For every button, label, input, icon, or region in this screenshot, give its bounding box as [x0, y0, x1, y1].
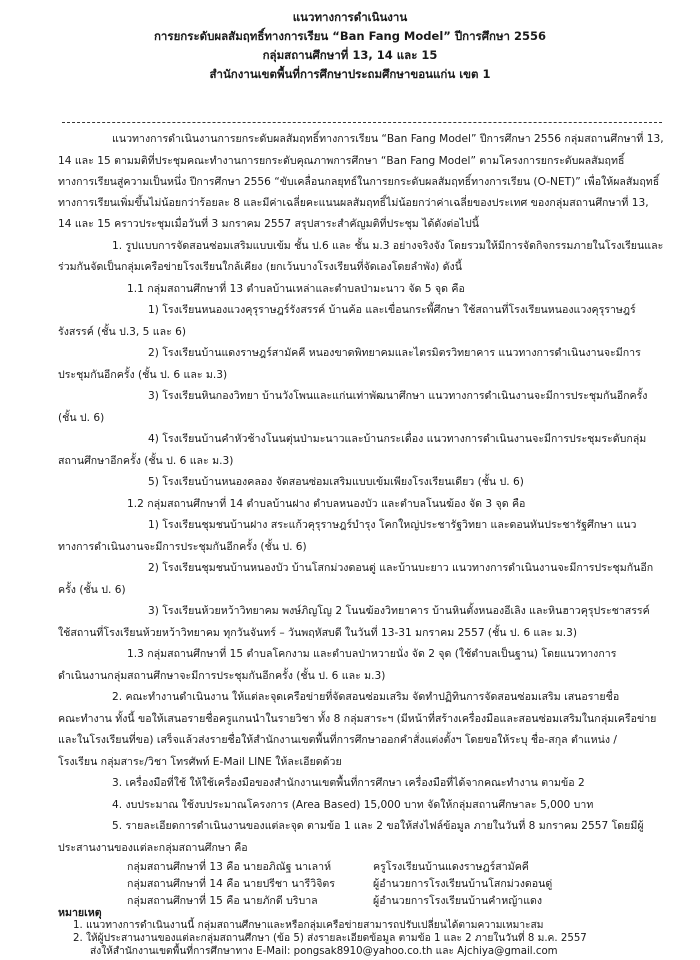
item-2: และในโรงเรียนที่ขอ) เสร็จแล้วส่งรายชื่อให้สำนักงานเขตพื้นที่การศึกษาออกคำสั่งแต่งตั้งฯ โดยขอให้ระบุ ชื่อ-สกุล ตำแหน่ง /	[58, 734, 617, 746]
group-13-point: รังสรรค์ (ชั้น ป.3, 5 และ 6)	[58, 326, 187, 338]
group-14-point: ครั้ง (ชั้น ป. 6)	[58, 584, 126, 596]
coordinator-role: ผู้อำนวยการโรงเรียนบ้านโสกม่วงดอนดู่	[373, 878, 553, 890]
group-14-heading: 1.2 กลุ่มสถานศึกษาที่ 14 ตำบลบ้านฝาง ตำบลหนองบัว และตำบลโนนฆ้อง จัด 3 จุด คือ	[127, 498, 526, 510]
group-14-point: ทางการดำเนินงานจะมีการประชุมกันอีกครั้ง (ชั้น ป. 6)	[58, 541, 307, 553]
item-4: 4. งบประมาณ ใช้งบประมาณโครงการ (Area Based) 15,000 บาท จัดให้กลุ่มสถานศึกษาละ 5,000 บาท	[112, 799, 594, 811]
item-5: ประสานงานของแต่ละกลุ่มสถานศึกษา คือ	[58, 842, 248, 854]
group-13-point: 2) โรงเรียนบ้านแดงราษฎร์สามัคคี หนองขาดพิทยาคมและไตรมิตรวิทยาคาร แนวทางการดำเนินงานจะมีการ	[148, 347, 641, 359]
intro-line: 14 และ 15 ตามมติที่ประชุมคณะทำงานการยกระดับคุณภาพการศึกษา “Ban Fang Model” ตามโครงการยกระดับผลสัมฤทธิ์	[58, 155, 625, 167]
intro-line: แนวทางการดำเนินงานการยกระดับผลสัมฤทธิ์ทางการเรียน “Ban Fang Model” ปีการศึกษา 2556 กลุ่มสถานศึกษาที่ 13,	[112, 133, 664, 145]
note-1: 1. แนวทางการดำเนินงานนี้ กลุ่มสถานศึกษาและหรือกลุ่มเครือข่ายสามารถปรับเปลี่ยนได้ตามความเหมาะสม	[73, 920, 544, 931]
intro-line: ทางการเรียนสู่ความเป็นหนึ่ง ปีการศึกษา 2556 “ขับเคลื่อนกลยุทธ์ในการยกระดับผลสัมฤทธิ์ทางการเรียน (O-NET)” เพื่อให้ผลสัมฤทธิ์	[58, 176, 660, 188]
item-2: 2. คณะทำงานดำเนินงาน ให้แต่ละจุดเครือข่ายที่จัดสอนซ่อมเสริม จัดทำปฏิทินการจัดสอนซ่อมเสริม เสนอรายชื่อ	[112, 691, 620, 703]
notes-title: หมายเหตุ	[58, 907, 102, 919]
group-14-point: 3) โรงเรียนห้วยหว้าวิทยาคม พงษ์ภิญโญ 2 โนนฆ้องวิทยาคาร บ้านหินตั้งหนองอีเลิง และหินฮาวคุรุประชาสรรค์	[148, 605, 650, 617]
coordinator-role: ผู้อำนวยการโรงเรียนบ้านคำหญ้าแดง	[373, 895, 543, 907]
group-15-heading: 1.3 กลุ่มสถานศึกษาที่ 15 ตำบลโคกงาม และตำบลป่าหวายนั่ง จัด 2 จุด (ใช้ตำบลเป็นฐาน) โดยแนวทางการ	[127, 648, 617, 660]
coordinator-group: กลุ่มสถานศึกษาที่ 15 คือ นายภักดี บริบาล	[127, 895, 318, 907]
group-13-point: ประชุมกันอีกครั้ง (ชั้น ป. 6 และ ม.3)	[58, 369, 228, 381]
divider	[62, 122, 662, 123]
item-2: คณะทำงาน ทั้งนี้ ขอให้เสนอรายชื่อครูแกนนำในรายวิชา ทั้ง 8 กลุ่มสาระฯ (มีหน้าที่สร้างเครื่องมือและสอนซ่อมเสริมในกลุ่มเครือข่าย	[58, 713, 657, 725]
doc-groups: กลุ่มสถานศึกษาที่ 13, 14 และ 15	[262, 48, 438, 62]
item-2: โรงเรียน กลุ่มสาระ/วิชา โทรศัพท์ E-Mail LINE ให้ละเอียดด้วย	[58, 756, 342, 768]
item-1: ร่วมกันจัดเป็นกลุ่มเครือข่ายโรงเรียนใกล้เคียง (ยกเว้นบางโรงเรียนที่จัดเองโดยลำพัง) ดังนี้	[58, 261, 462, 273]
doc-title: แนวทางการดำเนินงาน	[292, 10, 408, 24]
item-5: 5. รายละเอียดการดำเนินงานของแต่ละจุด ตามข้อ 1 และ 2 ขอให้ส่งไฟล์ข้อมูล ภายในวันที่ 8 มกราคม 2557 โดยมีผู้	[112, 820, 644, 832]
group-14-point: 2) โรงเรียนชุมชนบ้านหนองบัว บ้านโสกม่วงดอนดู่ และบ้านบะยาว แนวทางการดำเนินงานจะมีการประชุมกันอีก	[148, 562, 654, 574]
doc-subtitle: การยกระดับผลสัมฤทธิ์ทางการเรียน “Ban Fang Model” ปีการศึกษา 2556	[153, 29, 547, 43]
group-13-point: 1) โรงเรียนหนองแวงคุรุราษฎร์รังสรรค์ บ้านค้อ และเขื่อนกระพี้ศึกษา ใช้สถานที่โรงเรียนหนองแวงคุรุราษฎร์	[148, 304, 636, 316]
note-2-contact: ส่งให้สำนักงานเขตพื้นที่การศึกษาทาง E-Mail: pongsak8910@yahoo.co.th และ Ajchiya@gmail.com	[90, 946, 558, 957]
group-14-point: 1) โรงเรียนชุมชนบ้านฝาง สระแก้วคุรุราษฎร์บำรุง โคกใหญ่ประชารัฐวิทยา และดอนหันประชารัฐศึกษา แนว	[148, 519, 637, 531]
doc-office: สำนักงานเขตพื้นที่การศึกษาประถมศึกษาขอนแก่น เขต 1	[209, 67, 491, 81]
coordinator-group: กลุ่มสถานศึกษาที่ 13 คือ นายอภิณัฐ นาเลาห์	[127, 861, 332, 873]
coordinator-role: ครูโรงเรียนบ้านแดงราษฎร์สามัคคี	[373, 861, 529, 873]
group-13-point: 4) โรงเรียนบ้านคำหัวช้างโนนตุ่นป่ามะนาวและบ้านกระเดื่อง แนวทางการดำเนินงานจะมีการประชุมระดับกลุ่ม	[148, 433, 647, 445]
item-3: 3. เครื่องมือที่ใช้ ให้ใช้เครื่องมือของสำนักงานเขตพื้นที่การศึกษา เครื่องมือที่ได้จากคณะทำงาน ตามข้อ 2	[112, 777, 585, 789]
item-1: 1. รูปแบบการจัดสอนซ่อมเสริมแบบเข้ม ชั้น ป.6 และ ชั้น ม.3 อย่างจริงจัง โดยรวมให้มีการจัดกิจกรรมภายในโรงเรียนและ	[112, 240, 664, 252]
note-2: 2. ให้ผู้ประสานงานของแต่ละกลุ่มสถานศึกษา (ข้อ 5) ส่งรายละเอียดข้อมูล ตามข้อ 1 และ 2 ภายในวันที่ 8 ม.ค. 2557	[73, 933, 587, 944]
group-13-point: (ชั้น ป. 6)	[58, 412, 105, 424]
group-14-point: ใช้สถานที่โรงเรียนห้วยหว้าวิทยาคม ทุกวันจันทร์ – วันพฤหัสบดี ในวันที่ 13-31 มกราคม 2557 (ชั้น ป. 6 และ ม.3)	[58, 627, 578, 639]
group-13-point: 5) โรงเรียนบ้านหนองคลอง จัดสอนซ่อมเสริมแบบเข้มเพียงโรงเรียนเดียว (ชั้น ป. 6)	[148, 476, 524, 488]
coordinator-group: กลุ่มสถานศึกษาที่ 14 คือ นายปรีชา นารีวิจิตร	[127, 878, 335, 890]
group-13-heading: 1.1 กลุ่มสถานศึกษาที่ 13 ตำบลบ้านเหล่าและตำบลป่ามะนาว จัด 5 จุด คือ	[127, 283, 465, 295]
group-15-text: ดำเนินงานกลุ่มสถานศึกษาจะมีการประชุมกันอีกครั้ง (ชั้น ป. 6 และ ม.3)	[58, 670, 386, 682]
group-13-point: 3) โรงเรียนหินกองวิทยา บ้านวังโพนและแก่นเท่าพัฒนาศึกษา แนวทางการดำเนินงานจะมีการประชุมกันอีกครั้ง	[148, 390, 648, 402]
group-13-point: สถานศึกษาอีกครั้ง (ชั้น ป. 6 และ ม.3)	[58, 455, 234, 467]
intro-line: ทางการเรียนเพิ่มขึ้นไม่น้อยกว่าร้อยละ 8 และมีค่าเฉลี่ยคะแนนผลสัมฤทธิ์ไม่น้อยกว่าค่าเฉลี่ยของประเทศ ของกลุ่มสถานศึกษาที่ 13,	[58, 197, 649, 209]
intro-line: 14 และ 15 คราวประชุมเมื่อวันที่ 3 มกราคม 2557 สรุปสาระสำคัญมติที่ประชุม ได้ดังต่อไปนี้	[58, 218, 479, 230]
